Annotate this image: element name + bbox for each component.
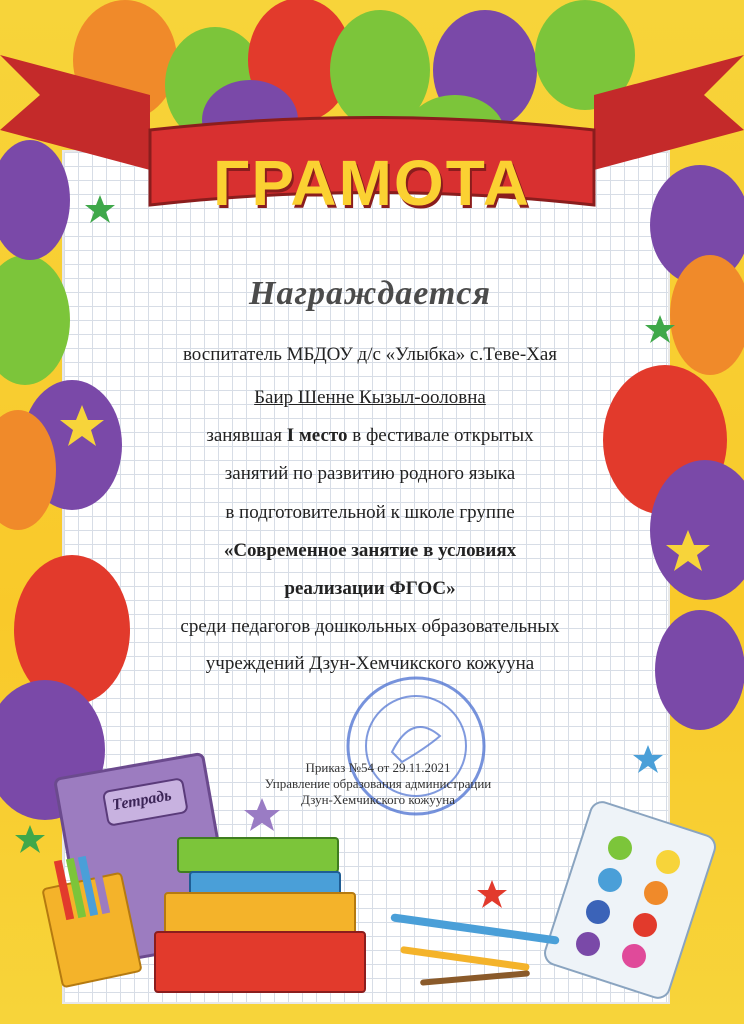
order-block — [258, 760, 498, 808]
book — [178, 838, 338, 872]
balloon-green — [0, 255, 70, 385]
star — [633, 745, 663, 773]
paint-palette — [542, 799, 718, 1001]
star — [15, 825, 45, 853]
balloon-purple — [655, 610, 744, 730]
certificate-title: ГРАМОТА — [213, 147, 531, 219]
notebook-label: Тетрадь — [110, 786, 173, 815]
order-number: Приказ №54 от 29.11.2021 — [305, 760, 451, 775]
theme-line-1: «Современное занятие в условиях — [223, 540, 517, 561]
star — [85, 195, 115, 223]
paint-well — [633, 913, 657, 937]
place-suffix: в фестивале открытых — [347, 425, 534, 446]
star — [477, 880, 507, 908]
order-region: Дзун-Хемчикского кожууна — [301, 792, 455, 807]
awarded-heading: Награждается — [249, 275, 491, 312]
position-line: воспитатель МБДОУ д/с «Улыбка» с.Теве-Хая — [182, 344, 558, 365]
balloon-purple — [0, 140, 70, 260]
theme-line-2: реализации ФГОС» — [284, 578, 456, 599]
paint-well — [622, 944, 646, 968]
text-line-9: учреждений Дзун-Хемчикского кожууна — [205, 653, 535, 674]
text-line-4: занятий по развитию родного языка — [224, 463, 516, 484]
paint-well — [576, 932, 600, 956]
text-line-8: среди педагогов дошкольных образовательных — [180, 616, 560, 637]
paint-well — [644, 881, 668, 905]
order-issuer: Управление образования администрации — [264, 776, 492, 791]
pen — [390, 913, 559, 945]
recipient-line — [100, 387, 640, 409]
book — [155, 932, 365, 992]
paint-well — [656, 850, 680, 874]
place-prefix: занявшая — [206, 425, 287, 446]
paint-well — [586, 900, 610, 924]
place-value: I место — [286, 425, 348, 446]
pen — [400, 946, 530, 971]
paint-well — [598, 868, 622, 892]
text-line-5: в подготовительной к школе группе — [225, 502, 515, 523]
place-line — [100, 425, 640, 447]
brush — [420, 970, 530, 986]
paint-well — [608, 836, 632, 860]
recipient-name: Баир Шенне Кызыл-ооловна — [254, 387, 486, 408]
